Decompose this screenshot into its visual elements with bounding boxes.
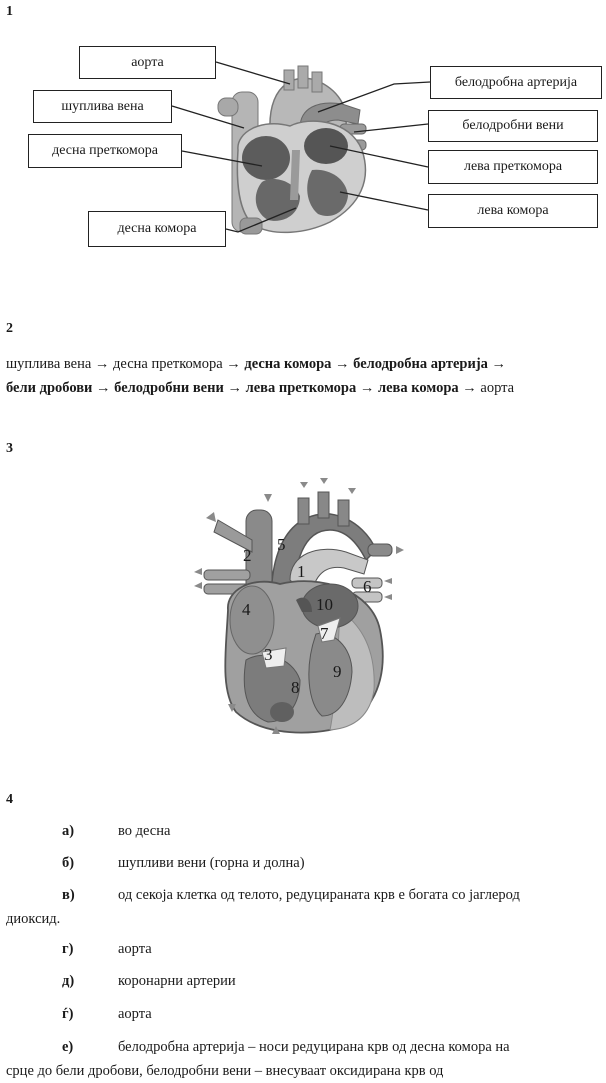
label-aorta: аорта (79, 46, 216, 79)
answer-item (6, 1035, 582, 1083)
answer-letter: б) (62, 855, 75, 871)
flow-segment: десна комора (244, 356, 332, 372)
answer-letter: в) (62, 887, 75, 903)
flow-line-2 (6, 376, 514, 400)
answer-text: во десна (118, 823, 171, 839)
flow-segment: → (223, 380, 246, 396)
flow-segment: → (331, 356, 354, 372)
marker-8: 8 (291, 678, 300, 697)
flow-segment: → (222, 356, 245, 372)
flow-segment: бели дробови (6, 380, 93, 396)
flow-line-1 (6, 352, 506, 376)
flow-segment: → (356, 380, 378, 396)
answer-text: белодробна артерија – носи редуцирана крв од десна комора на (118, 1039, 510, 1055)
question-number-1: 1 (6, 4, 13, 19)
flow-segment: шуплива вена (6, 356, 92, 372)
label-pulmonary-artery: белодробна артерија (430, 66, 602, 99)
answer-text: аорта (118, 1006, 152, 1022)
flow-segment: → (92, 380, 115, 396)
label-pulmonary-veins: белодробни вени (428, 110, 598, 142)
label-left-ventricle: лева комора (428, 194, 598, 228)
flow-segment: → (487, 356, 507, 372)
answer-letter: д) (62, 973, 75, 989)
answer-text: коронарни артерии (118, 973, 236, 989)
flow-segment: десна преткомора (113, 356, 223, 372)
answer-letter: а) (62, 823, 75, 839)
marker-4: 4 (242, 600, 251, 619)
heart-diagram-1 (218, 66, 366, 234)
flow-segment: белодробни вени (114, 380, 224, 396)
answer-item (6, 883, 582, 931)
question-number-4: 4 (6, 792, 13, 807)
flow-segment: белодробна артерија (353, 356, 488, 372)
marker-1: 1 (297, 562, 306, 581)
label-left-atrium: лева преткомора (428, 150, 598, 184)
answer-item (62, 969, 582, 993)
flow-segment: лева преткомора (245, 380, 357, 396)
marker-10: 10 (316, 595, 333, 614)
flow-segment: → (458, 380, 481, 396)
answer-item (62, 1002, 582, 1026)
answer-item (62, 851, 582, 875)
question-number-3: 3 (6, 441, 13, 456)
answer-item (62, 819, 582, 843)
answer-text-continued: срце до бели дробови, белодробни вени – внесуваат оксидирана крв од (6, 1063, 444, 1079)
question-number-2: 2 (6, 321, 13, 336)
flow-segment: аорта (480, 380, 515, 396)
label-right-ventricle: десна комора (88, 211, 226, 247)
answer-item (62, 937, 582, 961)
label-vena-cava: шуплива вена (33, 90, 172, 123)
marker-2: 2 (243, 546, 252, 565)
answer-letter: е) (62, 1039, 74, 1055)
answer-text: шупливи вени (горна и долна) (118, 855, 305, 871)
flow-segment: → (91, 356, 114, 372)
marker-3: 3 (264, 645, 273, 664)
marker-5: 5 (277, 535, 286, 554)
marker-7: 7 (320, 624, 329, 643)
answer-letter: г) (62, 941, 74, 957)
answer-letter: ѓ) (62, 1006, 74, 1022)
answer-text: од секоја клетка од телото, редуцираната крв е богата со јаглерод (118, 887, 520, 903)
marker-9: 9 (333, 662, 342, 681)
label-right-atrium: десна преткомора (28, 134, 182, 168)
marker-6: 6 (363, 577, 372, 596)
answer-text: аорта (118, 941, 152, 957)
flow-segment: лева комора (377, 380, 459, 396)
answer-text-continued: диоксид. (6, 911, 61, 927)
